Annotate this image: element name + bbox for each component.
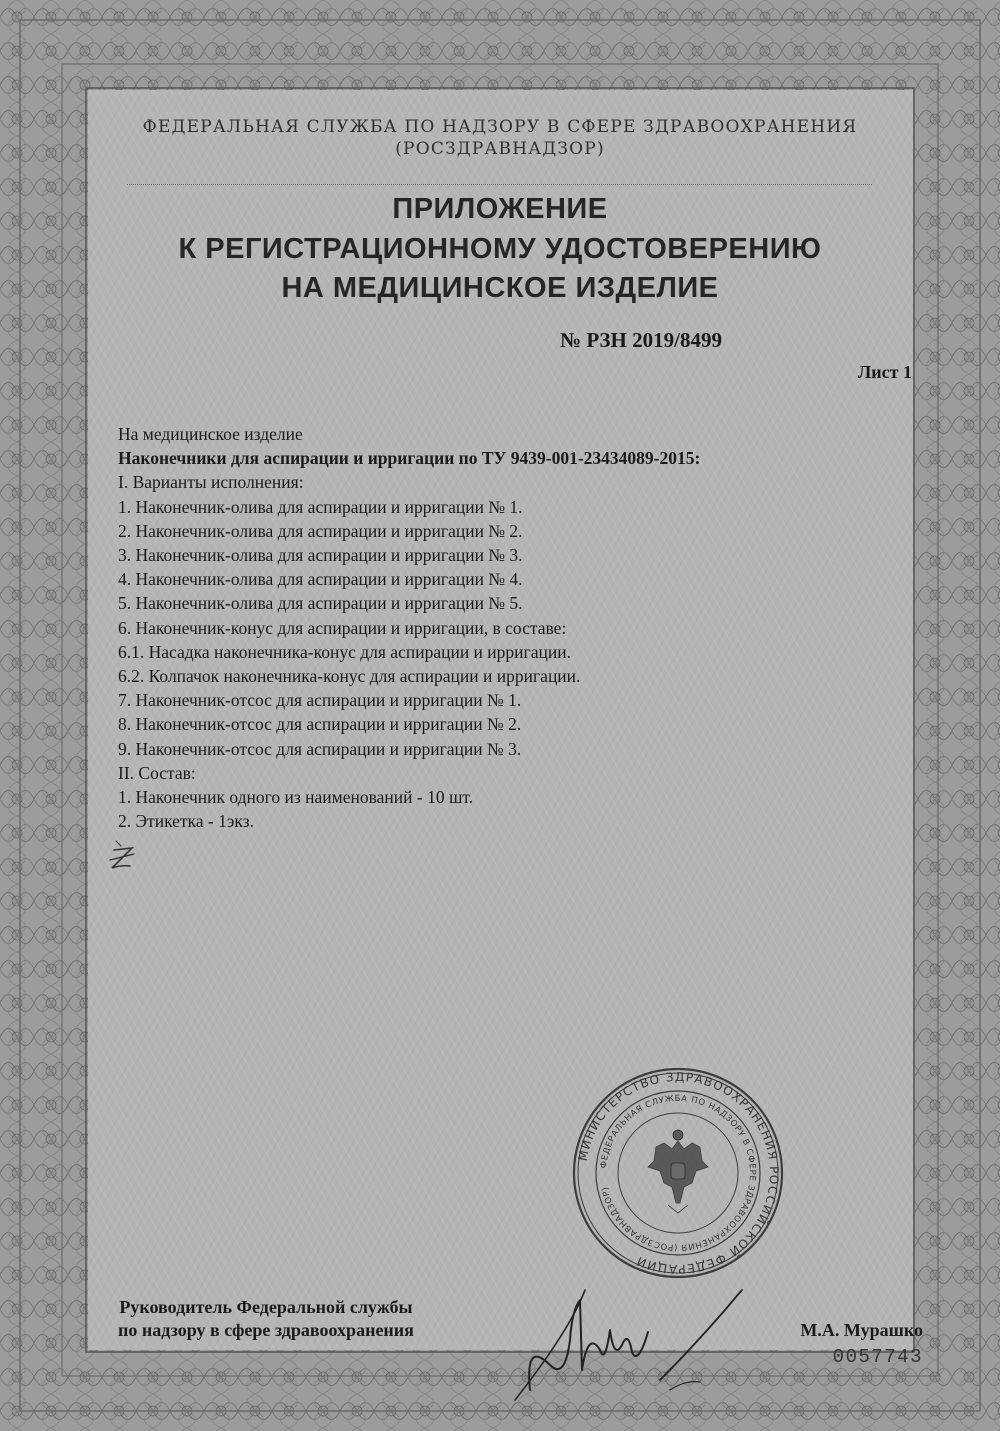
form-serial-number: 0057743	[832, 1346, 923, 1368]
variant-item: 6.2. Колпачок наконечника-конус для аспирации и ирригации.	[118, 666, 581, 687]
composition-item: 1. Наконечник одного из наименований - 10 шт.	[118, 787, 474, 808]
variant-item: 9. Наконечник-отсос для аспирации и ирригации № 3.	[118, 738, 522, 759]
composition-heading: II. Состав:	[118, 762, 196, 783]
agency-name: ФЕДЕРАЛЬНАЯ СЛУЖБА ПО НАДЗОРУ В СФЕРЕ ЗДРАВООХРАНЕНИЯ	[142, 117, 858, 137]
variant-item: 5. Наконечник-олива для аспирации и ирригации № 5.	[118, 593, 523, 614]
double-headed-eagle-emblem	[648, 1130, 708, 1213]
handwritten-signature	[510, 1270, 770, 1410]
document-title-line-3: НА МЕДИЦИНСКОЕ ИЗДЕЛИЕ	[281, 272, 719, 304]
variant-item: 4. Наконечник-олива для аспирации и ирригации № 4.	[118, 569, 523, 590]
variant-item: 7. Наконечник-отсос для аспирации и ирригации № 1.	[118, 690, 522, 711]
variant-item: 3. Наконечник-олива для аспирации и ирригации № 3.	[118, 545, 523, 566]
agency-abbreviation: (РОСЗДРАВНАДЗОР)	[395, 139, 605, 159]
variants-heading: I. Варианты исполнения:	[118, 472, 304, 493]
device-description	[118, 422, 898, 833]
registration-number: № РЗН 2019/8499	[560, 328, 722, 352]
variant-item: 2. Наконечник-олива для аспирации и ирригации № 2.	[118, 520, 523, 541]
signer-position-line-2: по надзору в сфере здравоохранения	[118, 1320, 414, 1340]
official-seal	[568, 1063, 788, 1283]
svg-text:МИНИСТЕРСТВО ЗДРАВООХРАНЕНИЯ Р: МИНИСТЕРСТВО ЗДРАВООХРАНЕНИЯ РОССИЙСКОЙ ФЕДЕРАЦИИ	[575, 1069, 782, 1277]
document-title-line-1: ПРИЛОЖЕНИЕ	[392, 193, 608, 225]
signer-position	[118, 1296, 414, 1342]
svg-text:ФЕДЕРАЛЬНАЯ СЛУЖБА ПО НАДЗОРУ: ФЕДЕРАЛЬНАЯ СЛУЖБА ПО НАДЗОРУ В СФЕРЕ ЗДРАВООХРАНЕНИЯ (РОСЗДРАВНАДЗОР)	[599, 1093, 758, 1253]
header-divider	[127, 184, 872, 185]
signer-name: М.А. Мурашко	[800, 1320, 923, 1340]
document-title-line-2: К РЕГИСТРАЦИОННОМУ УДОСТОВЕРЕНИЮ	[178, 233, 822, 265]
variant-item: 1. Наконечник-олива для аспирации и ирригации № 1.	[118, 496, 523, 517]
signer-position-line-1: Руководитель Федеральной службы	[119, 1297, 413, 1317]
variant-item: 6. Наконечник-конус для аспирации и ирригации, в составе:	[118, 617, 567, 638]
product-name: Наконечники для аспирации и ирригации по ТУ 9439-001-23434089-2015:	[118, 448, 701, 469]
handwritten-initials	[102, 838, 146, 880]
composition-item: 2. Этикетка - 1экз.	[118, 811, 254, 832]
variant-item: 8. Наконечник-отсос для аспирации и ирригации № 2.	[118, 714, 522, 735]
sheet-number: Лист 1	[857, 362, 912, 382]
intro-text: На медицинское изделие	[118, 424, 303, 444]
variant-item: 6.1. Насадка наконечника-конус для аспирации и ирригации.	[118, 641, 571, 662]
